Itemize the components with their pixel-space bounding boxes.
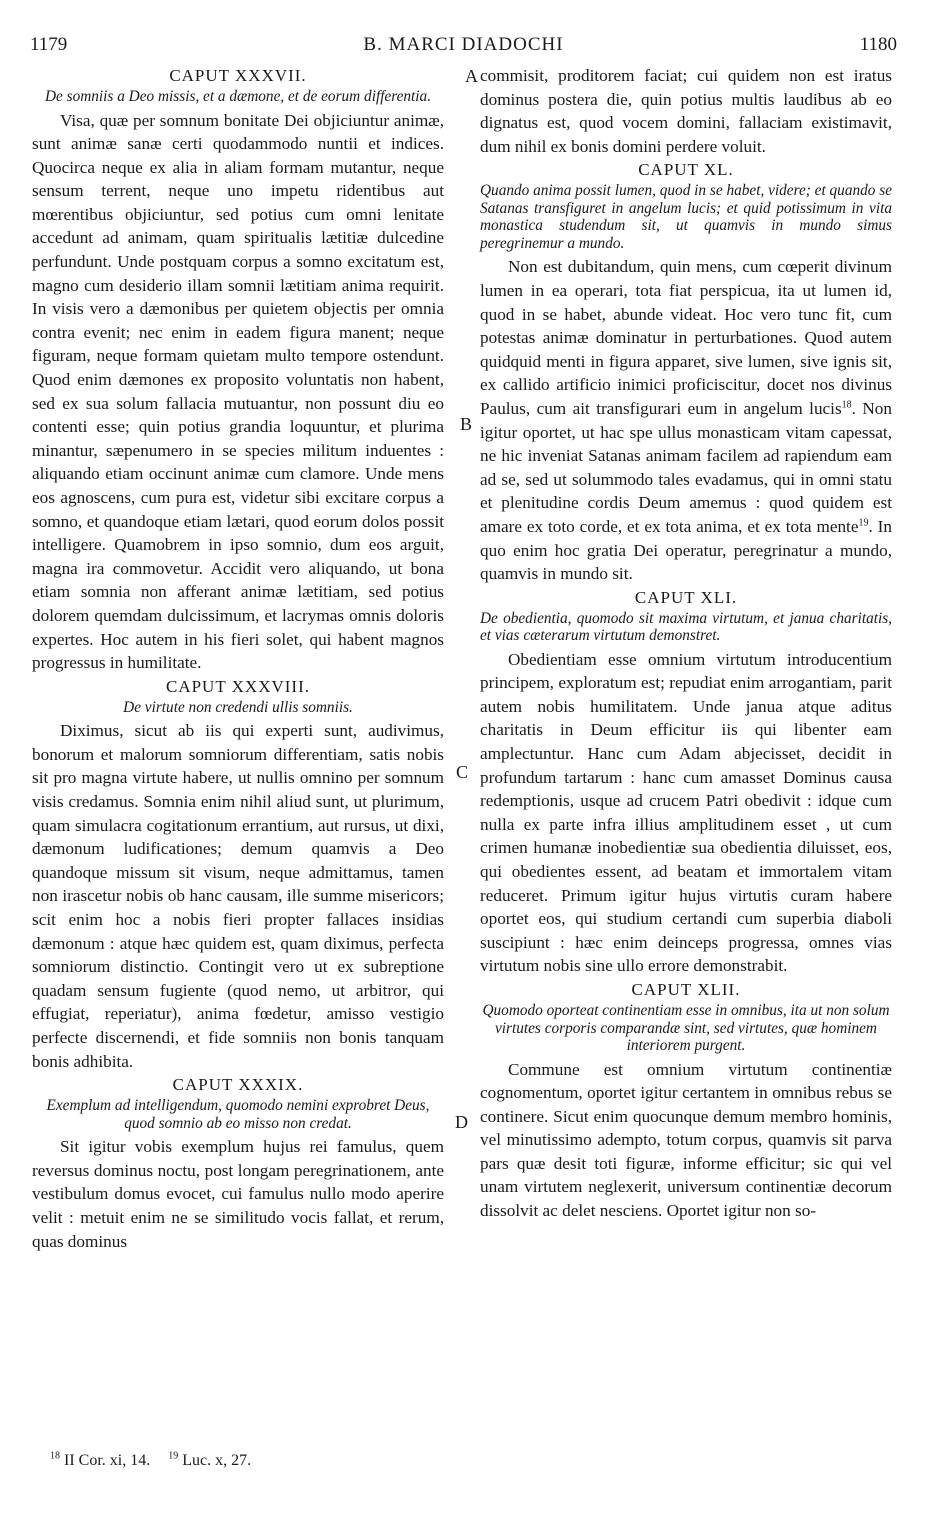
footnote-number: 19 [168, 1450, 179, 1462]
chapter-text-part: . In quo enim hoc gratia Dei operatur, peregrinatur a mundo, quamvis in mundo sit. [480, 516, 892, 584]
page-header [30, 34, 897, 60]
chapter-text: Diximus, sicut ab iis qui experti sunt, audivimus, bonorum et malorum somniorum differentiam, satis nobis sit pro magna virtute habere, ut nullis omnino per somnum visis credamus. Somnia enim nihil aliud sunt, ut plurimum, quam simulacra cogitationum errantium, aut rursus, ut dixi, dæmonum ludificationes; demum quamvis a Deo quandoque missum sit visum, neque admittamus, tamen non irascetur nobis ob hanc causam, ille summe misericors; scit enim hoc a nobis fieri propter fallaces insidias dæmonum : atque hæc quidem est, quam diximus, perfecta somniorum distinctio. Contingit vero ut ex subreptione quadam sensum fugiente (quod nemo, ut arbitror, qui effugiat, reperiatur), anima fœdetur, amisso vestigio perfecte discernendi, et fide somniis non bonis tanquam bonis adhibita. [32, 721, 444, 1071]
footnote-reference: Luc. x, 27. [182, 1452, 252, 1469]
margin-marker-d: D [455, 1112, 468, 1132]
footnote-ref: 18 [841, 399, 852, 411]
chapter-subtitle: De obedientia, quomodo sit maxima virtutum, et janua charitatis, et vias cæterarum virtutum demonstret. [480, 609, 892, 645]
chapter-text [480, 255, 892, 585]
chapter-heading: CAPUT XXXVII. [169, 66, 307, 85]
chapter-heading: CAPUT XXXVIII. [165, 676, 310, 696]
chapter-subtitle: Exemplum ad intelligendum, quomodo nemini exprobret Deus, quod somnio ab eo misso non credat. [46, 1097, 430, 1132]
margin-marker-a: A [465, 66, 478, 86]
continued-text: commisit, proditorem faciat; cui quidem non est iratus dominus postera die, quin potius multis laudibus ab eo dignatus est, quod vocem domini, fallaciam existimavit, dum nihil ex bonis domini perdere voluit. [480, 66, 892, 156]
footnote [50, 1452, 150, 1469]
chapter-subtitle: Quomodo oporteat continentiam esse in omnibus, ita ut non solum virtutes corporis comparandæ sint, sed virtutes, quæ hominem interiorem purgent. [482, 1002, 890, 1054]
margin-marker-c: C [456, 762, 469, 782]
chapter-text-part: . Non igitur oportet, ut hac spe ullus monasticam vitam capessat, ne hic inveniat Satanas animam facilem ad rapiendum eam ad se, sed ut solummodo tales evadamus, qui in omni statu et plenitudine cordis Deum amemus : quod quidem est amare ex toto corde, et ex tota anima, et ex tota mente [480, 398, 892, 536]
chapter-heading: CAPUT XLII. [631, 980, 741, 999]
chapter-subtitle: De somniis a Deo missis, et a dæmone, et de eorum differentia. [44, 88, 432, 105]
page-number-left: 1179 [30, 34, 68, 55]
footnote [168, 1452, 251, 1469]
left-column [32, 64, 444, 1253]
chapter-subtitle: De virtute non credendi ullis somniis. [123, 698, 353, 716]
margin-marker-b: B [460, 414, 473, 434]
chapter-heading: CAPUT XXXIX. [172, 1075, 304, 1095]
page-number-right: 1180 [859, 34, 897, 55]
chapter-heading: CAPUT XL. [638, 160, 734, 180]
running-title: B. MARCI DIADOCHI [363, 34, 564, 55]
chapter-text-part: Non est dubitandum, quin mens, cum cœperit divinum lumen in ea operari, tota fiat perspicua, ita ut lumen id, quod in se habet, abunde videat. Hoc vero tunc fit, cum potestas animæ dominatur in perturbationes. Quod autem quidquid menti in figura apparet, sive lumen, sive ignis sit, ex callido artificio inimici proficiscitur, docet nos divinus Paulus, cum ait transfigurari eum in angelum lucis [480, 257, 892, 418]
footnote-number: 18 [50, 1450, 60, 1462]
right-column [480, 64, 892, 1223]
footnotes [50, 1452, 265, 1470]
footnote-ref: 19 [858, 517, 869, 529]
chapter-text: Sit igitur vobis exemplum hujus rei famulus, quem reversus dominus noctu, post longam peregrinationem, ante vestibulum domus evocet, cui famulus nullo modo aperire velit : metuit enim ne se similitudo vocis fallat, et rerum, quas dominus [32, 1137, 444, 1251]
chapter-text: Obedientiam esse omnium virtutum introducentium principem, exploratum est; repudiat enim arrogantiam, parit autem nobis humilitatem. Unde janua atque aditus charitatis in Deum efficitur iis qui libenter eam amplectuntur. Hanc cum Adam abjecisset, decidit in profundum tartarum : hanc cum amasset Dominus causa redemptionis, usque ad crucem Patri obedivit : idque cum nulla ex parte infra illius amplitudinem esset , ut cum crimen humanæ inobedientiæ sua obedientia diluisset, eos, qui obedientes essent, ad beatam et immortalem vitam reduceret. Primum igitur hujus virtutis curam habere oportet eos, qui studium certandi cum superbia diaboli suscipiunt : hæc enim deinceps progressa, omnes vias virtutum nobis sine ullo errore demonstrabit. [480, 649, 892, 976]
chapter-text: Commune est omnium virtutum continentiæ cognomentum, oportet igitur certantem in omnibus rebus se continere. Sicut enim quocunque demum membro hominis, vel minutissimo adempto, totum corpus, quamvis sit parva pars quæ desit toti figuræ, informe efficitur; sic qui vel unam virtutem neglexerit, universum continentiæ decorum dissolvit ac delet nesciens. Oportet igitur non so- [480, 1059, 892, 1221]
footnote-reference: II Cor. xi, 14. [64, 1452, 151, 1469]
chapter-heading: CAPUT XLI. [634, 587, 738, 607]
chapter-subtitle: Quando anima possit lumen, quod in se habet, videre; et quando se Satanas transfiguret in angelum lucis; et quid potissimum in vita monastica studendum sit, ut quamvis in mundo simus peregrinemur a mundo. [480, 182, 892, 252]
chapter-text: Visa, quæ per somnum bonitate Dei objiciuntur animæ, sunt animæ sanæ certi quodammodo nuntii et indices. Quocirca neque ex alia in aliam formam mutantur, neque sensum terrent, neque uno impetu ridentibus aut mœrentibus objiciuntur, sed potius cum omni lenitate accedunt ad animam, quam spiritualis lætitiæ dulcedine perfundunt. Unde postquam corpus a somno excitatum est, magno cum desiderio illam somnii lætitiam anima requirit. In visis vero a dæmonibus per quietem objectis per omnia contra evenit; nec enim in eadem figura manent; neque figuram, neque formam quietam multo tempore ostendunt. Quod enim dæmones ex proposito voluntatis non habent, sed ex sua solum fallacia mutuantur, non possunt diu eo contenti esse; quin potius grandia loquuntur, et plurima minantur, sæpenumero in se species militum induentes : aliquando etiam occinunt animæ cum clamore. Unde mens eos agnoscens, cum pura est, videtur sibi excitare corpus a somno, et quandoque etiam lætari, quod eorum dolos possit intelligere. Quamobrem in ipso somnio, dum eos arguit, magna ira commovetur. Accidit vero aliquando, ut bona etiam somnia non afferant animæ lætitiam, sed potius dolorem quemdam dulcissimum, et lacrymas omnis doloris expertes. Hoc autem in his fieri solet, qui habent magnos progressus in humilitate. [32, 110, 444, 673]
